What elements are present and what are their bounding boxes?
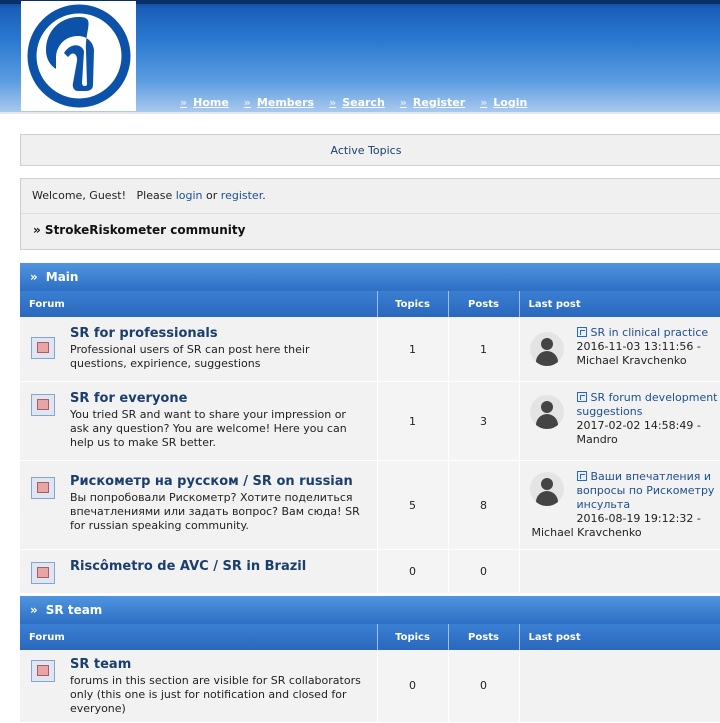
welcome-period: . — [262, 189, 266, 202]
posts-count: 0 — [448, 650, 519, 722]
table-header-row — [20, 291, 720, 317]
main-nav — [180, 94, 542, 110]
forum-title[interactable]: Рискометр на русском / SR on russian — [70, 474, 353, 489]
last-post-link[interactable] — [577, 326, 709, 339]
login-link[interactable]: login — [175, 189, 203, 202]
nav-home[interactable] — [180, 94, 229, 110]
nav-login-label[interactable]: Login — [493, 95, 528, 109]
category-header[interactable] — [20, 596, 720, 624]
col-last-post: Last post — [519, 291, 720, 317]
table-row — [20, 382, 720, 461]
last-post-author[interactable]: Mandro — [576, 433, 618, 446]
forum-cell — [20, 317, 377, 382]
last-post-link[interactable] — [577, 470, 715, 511]
last-post-cell — [519, 550, 720, 594]
avatar[interactable] — [530, 472, 564, 506]
active-topics-bar — [20, 134, 720, 166]
chevron-right-icon: » — [243, 95, 251, 109]
forum-cell — [20, 382, 377, 461]
header-banner — [0, 0, 720, 112]
last-post-cell — [519, 461, 720, 550]
col-topics: Topics — [377, 291, 448, 317]
chevron-right-icon: » — [329, 95, 337, 109]
topics-count: 1 — [377, 382, 448, 461]
category-header[interactable] — [20, 263, 720, 291]
last-post-link[interactable] — [577, 391, 718, 418]
topics-count: 0 — [377, 650, 448, 722]
forum-title[interactable]: SR team — [70, 657, 132, 672]
category-main — [20, 263, 720, 594]
last-post-title[interactable]: SR in clinical practice — [590, 326, 709, 339]
category-title[interactable]: SR team — [45, 603, 103, 617]
col-posts: Posts — [448, 291, 519, 317]
last-post-cell — [519, 650, 720, 722]
welcome-message — [32, 189, 266, 202]
posts-count: 3 — [448, 382, 519, 461]
forum-description: You tried SR and want to share your impression or ask any question? You are welcome! Here you can help us to make SR better. — [70, 408, 347, 449]
forum-title[interactable]: Riscômetro de AVC / SR in Brazil — [70, 559, 307, 574]
last-post-author[interactable]: Michael Kravchenko — [531, 526, 642, 539]
chevron-right-icon: » — [399, 95, 407, 109]
nav-search-label[interactable]: Search — [342, 95, 385, 109]
posts-count: 0 — [448, 550, 519, 594]
topics-count: 5 — [377, 461, 448, 550]
last-post-title[interactable]: Ваши впечатления и вопросы по Рискометру инсульта — [576, 470, 715, 511]
forum-icon — [31, 394, 55, 416]
category-title[interactable]: Main — [45, 270, 79, 284]
forum-table — [20, 291, 720, 594]
forum-title[interactable]: SR for professionals — [70, 326, 218, 341]
welcome-or: or — [206, 189, 218, 202]
table-row — [20, 550, 720, 594]
register-link[interactable]: register — [220, 189, 263, 202]
last-post-date: 2016-11-03 13:11:56 - — [576, 340, 701, 353]
logo-icon — [26, 3, 132, 109]
double-chevron-icon: » — [30, 603, 38, 617]
nav-search[interactable] — [329, 94, 385, 110]
forum-icon — [31, 660, 55, 682]
avatar[interactable] — [530, 395, 564, 429]
col-forum: Forum — [20, 291, 377, 317]
forum-description: Вы попробовали Рискометр? Хотите поделиться впечатлениями или задать вопрос? Вам сюда! SR for russian speaking community. — [70, 491, 360, 532]
post-icon — [577, 471, 587, 481]
last-post-date: 2016-08-19 19:12:32 - — [576, 512, 701, 525]
forum-icon — [31, 337, 55, 359]
nav-login[interactable] — [480, 94, 527, 110]
double-chevron-icon: » — [30, 270, 38, 284]
topics-count: 1 — [377, 317, 448, 382]
table-row — [20, 461, 720, 550]
last-post-title[interactable]: SR forum development suggestions — [576, 391, 718, 418]
nav-register[interactable] — [400, 94, 465, 110]
col-last-post: Last post — [519, 624, 720, 650]
posts-count: 1 — [448, 317, 519, 382]
nav-register-label[interactable]: Register — [412, 95, 466, 109]
breadcrumb[interactable]: » StrokeRiskometer community — [33, 223, 246, 237]
table-row — [20, 317, 720, 382]
welcome-panel — [20, 178, 720, 250]
last-post-date: 2017-02-02 14:58:49 - — [576, 419, 701, 432]
forum-cell — [20, 461, 377, 550]
header-divider — [0, 112, 720, 114]
nav-members-label[interactable]: Members — [256, 95, 315, 109]
forum-icon — [31, 477, 55, 499]
welcome-please: Please — [136, 189, 173, 202]
active-topics-link[interactable]: Active Topics — [330, 143, 402, 157]
topics-count: 0 — [377, 550, 448, 594]
nav-members[interactable] — [244, 94, 314, 110]
avatar[interactable] — [530, 332, 564, 366]
forum-cell — [20, 650, 377, 722]
col-forum: Forum — [20, 624, 377, 650]
post-icon — [577, 392, 587, 402]
forum-icon — [31, 562, 55, 584]
forum-description: forums in this section are visible for SR collaborators only (this one is just for notification and closed for everyone) — [70, 674, 361, 715]
post-icon — [577, 327, 587, 337]
last-post-author[interactable]: Michael Kravchenko — [576, 354, 687, 367]
posts-count: 8 — [448, 461, 519, 550]
divider — [21, 213, 720, 214]
site-logo[interactable] — [21, 1, 136, 111]
table-row — [20, 650, 720, 722]
table-header-row — [20, 624, 720, 650]
forum-cell — [20, 550, 377, 594]
chevron-right-icon: » — [180, 95, 188, 109]
col-posts: Posts — [448, 624, 519, 650]
forum-description: Professional users of SR can post here their questions, expirience, suggestions — [70, 343, 310, 370]
welcome-greeting: Welcome, Guest! — [32, 189, 127, 202]
forum-table — [20, 624, 720, 723]
chevron-right-icon: » — [480, 95, 488, 109]
last-post-cell — [519, 382, 720, 461]
col-topics: Topics — [377, 624, 448, 650]
category-sr-team — [20, 596, 720, 723]
nav-home-label[interactable]: Home — [193, 95, 229, 109]
last-post-cell — [519, 317, 720, 382]
forum-title[interactable]: SR for everyone — [70, 391, 188, 406]
